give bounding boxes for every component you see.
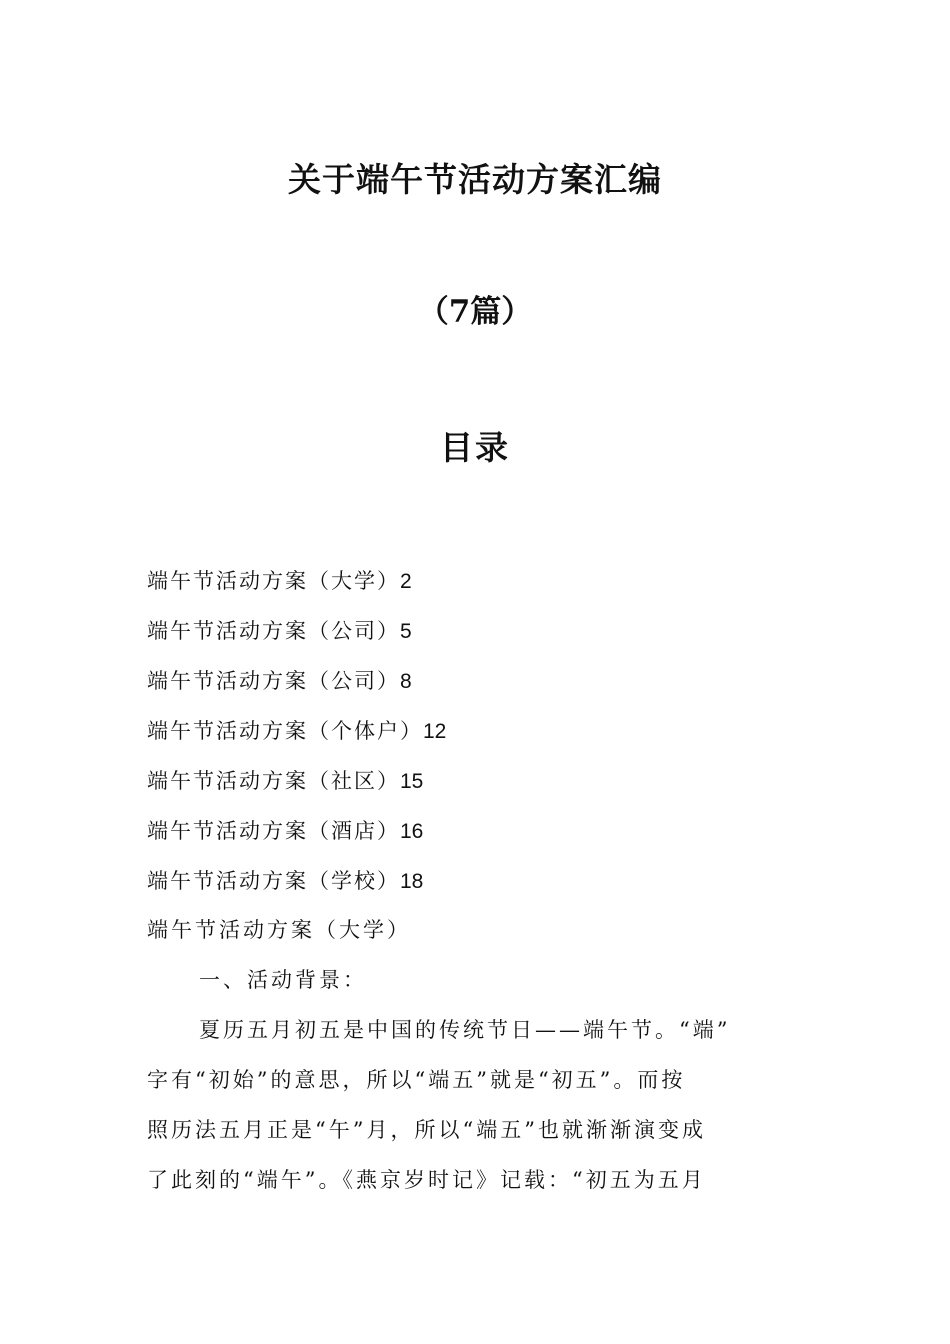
section-subheading: 一、活动背景： [199,968,367,992]
toc-entry-label: 端午节活动方案（酒店） [147,819,400,843]
toc-entry-label: 端午节活动方案（大学） [147,569,400,593]
toc-heading: 目录 [440,428,510,467]
toc-entry-page: 5 [400,620,412,643]
toc-entry[interactable] [147,563,446,613]
toc-entry[interactable] [147,813,446,863]
toc-entry-label: 端午节活动方案（个体户） [147,719,423,743]
toc-entry-label: 端午节活动方案（学校） [147,869,400,893]
paragraph-line: 照历法五月正是“午”月，所以“端五”也就渐渐演变成 [147,1118,706,1142]
toc-entry[interactable] [147,613,446,663]
toc-entry-page: 12 [423,720,447,743]
toc-entry-page: 18 [400,870,424,893]
toc-entry-page: 8 [400,670,412,693]
toc-entry[interactable] [147,713,446,763]
document-title: 关于端午节活动方案汇编 [288,160,662,199]
toc-entry[interactable] [147,763,446,813]
document-subtitle: （7篇） [417,294,533,330]
section-body [147,912,807,1212]
paragraph-line: 字有“初始”的意思，所以“端五”就是“初五”。而按 [147,1068,686,1092]
toc-entry[interactable] [147,663,446,713]
paragraph-line: 夏历五月初五是中国的传统节日——端午节。“端” [199,1018,731,1042]
toc-entry-label: 端午节活动方案（公司） [147,669,400,693]
toc-entry-label: 端午节活动方案（社区） [147,769,400,793]
toc-entry-page: 16 [400,820,424,843]
paragraph-line: 了此刻的“端午”。《燕京岁时记》记载：“初五为五月 [147,1168,706,1192]
toc-entry[interactable] [147,863,446,913]
toc-entry-page: 2 [400,570,412,593]
toc-entry-label: 端午节活动方案（公司） [147,619,400,643]
table-of-contents [147,563,446,913]
section-heading: 端午节活动方案（大学） [147,918,411,942]
toc-entry-page: 15 [400,770,424,793]
